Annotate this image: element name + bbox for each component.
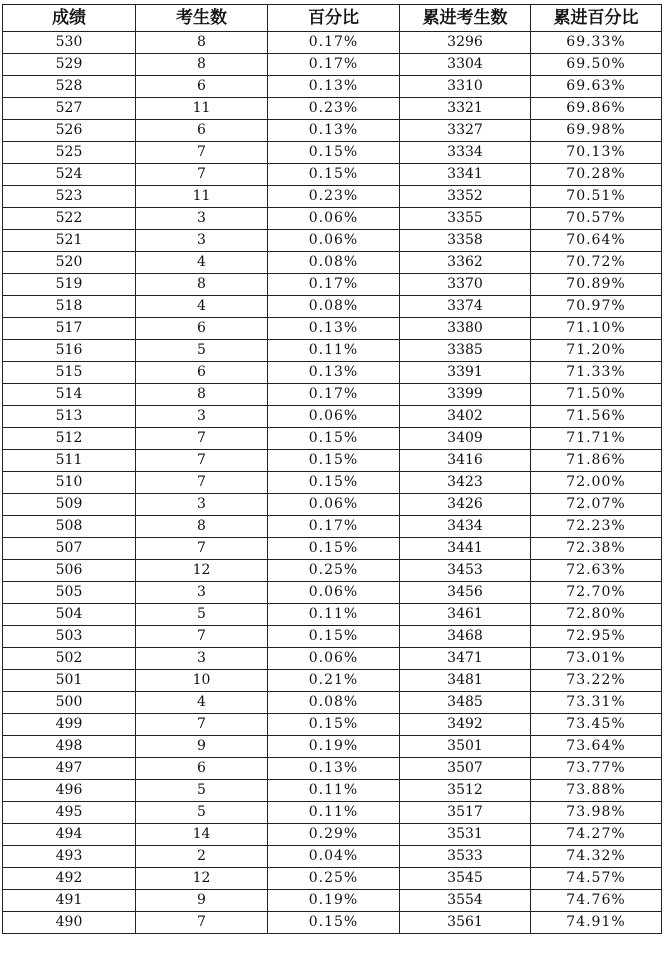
score-cell: 491 xyxy=(3,890,136,912)
score-cell: 507 xyxy=(3,538,136,560)
percentage-cell: 0.17% xyxy=(268,274,400,296)
cumulative-count-cell: 3423 xyxy=(400,472,531,494)
cumulative-count-cell: 3352 xyxy=(400,186,531,208)
percentage-cell: 0.06% xyxy=(268,406,400,428)
score-cell: 504 xyxy=(3,604,136,626)
cumulative-count-cell: 3374 xyxy=(400,296,531,318)
percentage-cell: 0.11% xyxy=(268,780,400,802)
percentage-cell: 0.06% xyxy=(268,582,400,604)
percentage-cell: 0.23% xyxy=(268,98,400,120)
score-cell: 524 xyxy=(3,164,136,186)
percentage-cell: 0.15% xyxy=(268,538,400,560)
student-count-cell: 11 xyxy=(136,98,268,120)
cumulative-percentage-cell: 70.28% xyxy=(531,164,662,186)
score-cell: 525 xyxy=(3,142,136,164)
score-cell: 521 xyxy=(3,230,136,252)
student-count-cell: 8 xyxy=(136,274,268,296)
student-count-cell: 3 xyxy=(136,648,268,670)
cumulative-count-cell: 3380 xyxy=(400,318,531,340)
percentage-cell: 0.11% xyxy=(268,802,400,824)
cumulative-percentage-cell: 70.64% xyxy=(531,230,662,252)
cumulative-percentage-cell: 73.77% xyxy=(531,758,662,780)
cumulative-percentage-cell: 71.10% xyxy=(531,318,662,340)
student-count-cell: 7 xyxy=(136,538,268,560)
cumulative-count-cell: 3385 xyxy=(400,340,531,362)
percentage-cell: 0.15% xyxy=(268,428,400,450)
score-cell: 494 xyxy=(3,824,136,846)
cumulative-count-cell: 3461 xyxy=(400,604,531,626)
cumulative-percentage-cell: 73.98% xyxy=(531,802,662,824)
table-row xyxy=(3,54,662,76)
score-cell: 505 xyxy=(3,582,136,604)
cumulative-percentage-cell: 74.57% xyxy=(531,868,662,890)
table-row xyxy=(3,252,662,274)
table-body xyxy=(3,32,662,934)
percentage-cell: 0.15% xyxy=(268,142,400,164)
percentage-cell: 0.13% xyxy=(268,758,400,780)
score-cell: 506 xyxy=(3,560,136,582)
cumulative-count-cell: 3310 xyxy=(400,76,531,98)
cumulative-count-cell: 3355 xyxy=(400,208,531,230)
cumulative-percentage-cell: 70.51% xyxy=(531,186,662,208)
score-distribution-table xyxy=(2,4,662,934)
cumulative-percentage-cell: 73.64% xyxy=(531,736,662,758)
cumulative-count-cell: 3327 xyxy=(400,120,531,142)
score-cell: 519 xyxy=(3,274,136,296)
table-row xyxy=(3,912,662,934)
cumulative-count-cell: 3561 xyxy=(400,912,531,934)
cumulative-percentage-cell: 73.31% xyxy=(531,692,662,714)
percentage-cell: 0.06% xyxy=(268,208,400,230)
cumulative-percentage-cell: 72.23% xyxy=(531,516,662,538)
student-count-cell: 7 xyxy=(136,626,268,648)
percentage-cell: 0.06% xyxy=(268,648,400,670)
table-row xyxy=(3,736,662,758)
cumulative-percentage-cell: 72.80% xyxy=(531,604,662,626)
cumulative-count-cell: 3402 xyxy=(400,406,531,428)
student-count-cell: 14 xyxy=(136,824,268,846)
score-cell: 528 xyxy=(3,76,136,98)
cumulative-count-cell: 3481 xyxy=(400,670,531,692)
score-cell: 518 xyxy=(3,296,136,318)
score-cell: 529 xyxy=(3,54,136,76)
header-percentage: 百分比 xyxy=(268,5,400,32)
header-score: 成绩 xyxy=(3,5,136,32)
student-count-cell: 3 xyxy=(136,494,268,516)
student-count-cell: 7 xyxy=(136,450,268,472)
table-row xyxy=(3,428,662,450)
score-cell: 490 xyxy=(3,912,136,934)
cumulative-percentage-cell: 69.63% xyxy=(531,76,662,98)
header-student-count: 考生数 xyxy=(136,5,268,32)
table-row xyxy=(3,714,662,736)
table-row xyxy=(3,450,662,472)
cumulative-percentage-cell: 69.86% xyxy=(531,98,662,120)
cumulative-count-cell: 3533 xyxy=(400,846,531,868)
percentage-cell: 0.19% xyxy=(268,736,400,758)
cumulative-count-cell: 3468 xyxy=(400,626,531,648)
student-count-cell: 9 xyxy=(136,890,268,912)
score-cell: 501 xyxy=(3,670,136,692)
cumulative-percentage-cell: 72.00% xyxy=(531,472,662,494)
table-row xyxy=(3,802,662,824)
percentage-cell: 0.15% xyxy=(268,450,400,472)
cumulative-percentage-cell: 71.33% xyxy=(531,362,662,384)
score-cell: 509 xyxy=(3,494,136,516)
cumulative-count-cell: 3517 xyxy=(400,802,531,824)
student-count-cell: 7 xyxy=(136,164,268,186)
student-count-cell: 6 xyxy=(136,318,268,340)
percentage-cell: 0.08% xyxy=(268,296,400,318)
table-row xyxy=(3,516,662,538)
student-count-cell: 6 xyxy=(136,362,268,384)
table-row xyxy=(3,186,662,208)
percentage-cell: 0.06% xyxy=(268,494,400,516)
score-cell: 515 xyxy=(3,362,136,384)
score-cell: 510 xyxy=(3,472,136,494)
percentage-cell: 0.11% xyxy=(268,340,400,362)
table-header xyxy=(3,5,662,32)
table-row xyxy=(3,494,662,516)
score-cell: 522 xyxy=(3,208,136,230)
cumulative-percentage-cell: 71.86% xyxy=(531,450,662,472)
cumulative-percentage-cell: 72.70% xyxy=(531,582,662,604)
cumulative-percentage-cell: 73.45% xyxy=(531,714,662,736)
table-row xyxy=(3,560,662,582)
percentage-cell: 0.08% xyxy=(268,252,400,274)
score-cell: 499 xyxy=(3,714,136,736)
cumulative-percentage-cell: 73.01% xyxy=(531,648,662,670)
percentage-cell: 0.15% xyxy=(268,912,400,934)
cumulative-count-cell: 3358 xyxy=(400,230,531,252)
table-row xyxy=(3,670,662,692)
cumulative-percentage-cell: 69.50% xyxy=(531,54,662,76)
student-count-cell: 6 xyxy=(136,120,268,142)
student-count-cell: 5 xyxy=(136,780,268,802)
student-count-cell: 4 xyxy=(136,296,268,318)
header-cumulative-count: 累进考生数 xyxy=(400,5,531,32)
cumulative-percentage-cell: 70.89% xyxy=(531,274,662,296)
table-row xyxy=(3,164,662,186)
cumulative-count-cell: 3531 xyxy=(400,824,531,846)
table-row xyxy=(3,582,662,604)
student-count-cell: 6 xyxy=(136,758,268,780)
header-cumulative-percentage: 累进百分比 xyxy=(531,5,662,32)
student-count-cell: 11 xyxy=(136,186,268,208)
score-cell: 516 xyxy=(3,340,136,362)
cumulative-count-cell: 3409 xyxy=(400,428,531,450)
percentage-cell: 0.17% xyxy=(268,384,400,406)
cumulative-count-cell: 3334 xyxy=(400,142,531,164)
cumulative-count-cell: 3399 xyxy=(400,384,531,406)
score-cell: 500 xyxy=(3,692,136,714)
table-row xyxy=(3,780,662,802)
cumulative-percentage-cell: 73.22% xyxy=(531,670,662,692)
score-cell: 503 xyxy=(3,626,136,648)
cumulative-count-cell: 3441 xyxy=(400,538,531,560)
table-row xyxy=(3,76,662,98)
cumulative-count-cell: 3296 xyxy=(400,32,531,54)
student-count-cell: 4 xyxy=(136,252,268,274)
student-count-cell: 2 xyxy=(136,846,268,868)
score-cell: 497 xyxy=(3,758,136,780)
score-cell: 495 xyxy=(3,802,136,824)
cumulative-count-cell: 3471 xyxy=(400,648,531,670)
table-row xyxy=(3,538,662,560)
student-count-cell: 8 xyxy=(136,54,268,76)
table-row xyxy=(3,846,662,868)
cumulative-count-cell: 3304 xyxy=(400,54,531,76)
percentage-cell: 0.15% xyxy=(268,714,400,736)
percentage-cell: 0.17% xyxy=(268,516,400,538)
table-row xyxy=(3,142,662,164)
student-count-cell: 8 xyxy=(136,516,268,538)
cumulative-percentage-cell: 69.33% xyxy=(531,32,662,54)
student-count-cell: 4 xyxy=(136,692,268,714)
cumulative-percentage-cell: 71.50% xyxy=(531,384,662,406)
table-row xyxy=(3,626,662,648)
cumulative-percentage-cell: 71.56% xyxy=(531,406,662,428)
table-row xyxy=(3,296,662,318)
cumulative-count-cell: 3512 xyxy=(400,780,531,802)
percentage-cell: 0.19% xyxy=(268,890,400,912)
score-cell: 523 xyxy=(3,186,136,208)
cumulative-percentage-cell: 71.20% xyxy=(531,340,662,362)
cumulative-percentage-cell: 74.32% xyxy=(531,846,662,868)
percentage-cell: 0.06% xyxy=(268,230,400,252)
percentage-cell: 0.08% xyxy=(268,692,400,714)
score-cell: 493 xyxy=(3,846,136,868)
cumulative-count-cell: 3554 xyxy=(400,890,531,912)
student-count-cell: 5 xyxy=(136,340,268,362)
percentage-cell: 0.25% xyxy=(268,868,400,890)
score-cell: 530 xyxy=(3,32,136,54)
score-cell: 520 xyxy=(3,252,136,274)
cumulative-percentage-cell: 69.98% xyxy=(531,120,662,142)
percentage-cell: 0.13% xyxy=(268,362,400,384)
score-cell: 492 xyxy=(3,868,136,890)
cumulative-count-cell: 3321 xyxy=(400,98,531,120)
cumulative-count-cell: 3434 xyxy=(400,516,531,538)
percentage-cell: 0.29% xyxy=(268,824,400,846)
student-count-cell: 5 xyxy=(136,802,268,824)
student-count-cell: 8 xyxy=(136,32,268,54)
table-row xyxy=(3,758,662,780)
cumulative-percentage-cell: 70.72% xyxy=(531,252,662,274)
table-row xyxy=(3,274,662,296)
table-row xyxy=(3,208,662,230)
percentage-cell: 0.15% xyxy=(268,626,400,648)
table-row xyxy=(3,604,662,626)
score-cell: 512 xyxy=(3,428,136,450)
cumulative-percentage-cell: 74.27% xyxy=(531,824,662,846)
cumulative-percentage-cell: 72.63% xyxy=(531,560,662,582)
student-count-cell: 7 xyxy=(136,912,268,934)
table-row xyxy=(3,230,662,252)
percentage-cell: 0.11% xyxy=(268,604,400,626)
score-cell: 511 xyxy=(3,450,136,472)
score-cell: 513 xyxy=(3,406,136,428)
score-cell: 517 xyxy=(3,318,136,340)
student-count-cell: 12 xyxy=(136,868,268,890)
cumulative-percentage-cell: 71.71% xyxy=(531,428,662,450)
header-row xyxy=(3,5,662,32)
score-cell: 496 xyxy=(3,780,136,802)
cumulative-percentage-cell: 70.97% xyxy=(531,296,662,318)
student-count-cell: 9 xyxy=(136,736,268,758)
cumulative-percentage-cell: 72.95% xyxy=(531,626,662,648)
table-row xyxy=(3,692,662,714)
table-row xyxy=(3,98,662,120)
student-count-cell: 7 xyxy=(136,428,268,450)
table-row xyxy=(3,120,662,142)
score-cell: 498 xyxy=(3,736,136,758)
cumulative-count-cell: 3545 xyxy=(400,868,531,890)
percentage-cell: 0.23% xyxy=(268,186,400,208)
table-row xyxy=(3,340,662,362)
cumulative-percentage-cell: 70.57% xyxy=(531,208,662,230)
table-row xyxy=(3,824,662,846)
student-count-cell: 7 xyxy=(136,472,268,494)
cumulative-percentage-cell: 70.13% xyxy=(531,142,662,164)
table-row xyxy=(3,406,662,428)
percentage-cell: 0.15% xyxy=(268,472,400,494)
table-row xyxy=(3,472,662,494)
student-count-cell: 10 xyxy=(136,670,268,692)
cumulative-count-cell: 3391 xyxy=(400,362,531,384)
cumulative-count-cell: 3501 xyxy=(400,736,531,758)
student-count-cell: 3 xyxy=(136,230,268,252)
table-row xyxy=(3,32,662,54)
student-count-cell: 7 xyxy=(136,142,268,164)
cumulative-count-cell: 3456 xyxy=(400,582,531,604)
percentage-cell: 0.25% xyxy=(268,560,400,582)
table-row xyxy=(3,362,662,384)
cumulative-count-cell: 3492 xyxy=(400,714,531,736)
student-count-cell: 3 xyxy=(136,208,268,230)
table-row xyxy=(3,648,662,670)
score-cell: 527 xyxy=(3,98,136,120)
percentage-cell: 0.15% xyxy=(268,164,400,186)
score-cell: 508 xyxy=(3,516,136,538)
cumulative-count-cell: 3362 xyxy=(400,252,531,274)
cumulative-count-cell: 3507 xyxy=(400,758,531,780)
percentage-cell: 0.17% xyxy=(268,32,400,54)
cumulative-count-cell: 3341 xyxy=(400,164,531,186)
student-count-cell: 6 xyxy=(136,76,268,98)
score-cell: 502 xyxy=(3,648,136,670)
cumulative-count-cell: 3485 xyxy=(400,692,531,714)
cumulative-percentage-cell: 72.07% xyxy=(531,494,662,516)
student-count-cell: 5 xyxy=(136,604,268,626)
cumulative-count-cell: 3453 xyxy=(400,560,531,582)
student-count-cell: 7 xyxy=(136,714,268,736)
score-cell: 514 xyxy=(3,384,136,406)
cumulative-count-cell: 3416 xyxy=(400,450,531,472)
cumulative-percentage-cell: 72.38% xyxy=(531,538,662,560)
percentage-cell: 0.04% xyxy=(268,846,400,868)
table-row xyxy=(3,868,662,890)
cumulative-percentage-cell: 74.91% xyxy=(531,912,662,934)
cumulative-count-cell: 3370 xyxy=(400,274,531,296)
table-row xyxy=(3,384,662,406)
table-row xyxy=(3,318,662,340)
score-cell: 526 xyxy=(3,120,136,142)
student-count-cell: 8 xyxy=(136,384,268,406)
student-count-cell: 3 xyxy=(136,406,268,428)
table-row xyxy=(3,890,662,912)
cumulative-count-cell: 3426 xyxy=(400,494,531,516)
percentage-cell: 0.13% xyxy=(268,120,400,142)
percentage-cell: 0.13% xyxy=(268,76,400,98)
percentage-cell: 0.13% xyxy=(268,318,400,340)
percentage-cell: 0.17% xyxy=(268,54,400,76)
cumulative-percentage-cell: 74.76% xyxy=(531,890,662,912)
cumulative-percentage-cell: 73.88% xyxy=(531,780,662,802)
student-count-cell: 3 xyxy=(136,582,268,604)
percentage-cell: 0.21% xyxy=(268,670,400,692)
student-count-cell: 12 xyxy=(136,560,268,582)
